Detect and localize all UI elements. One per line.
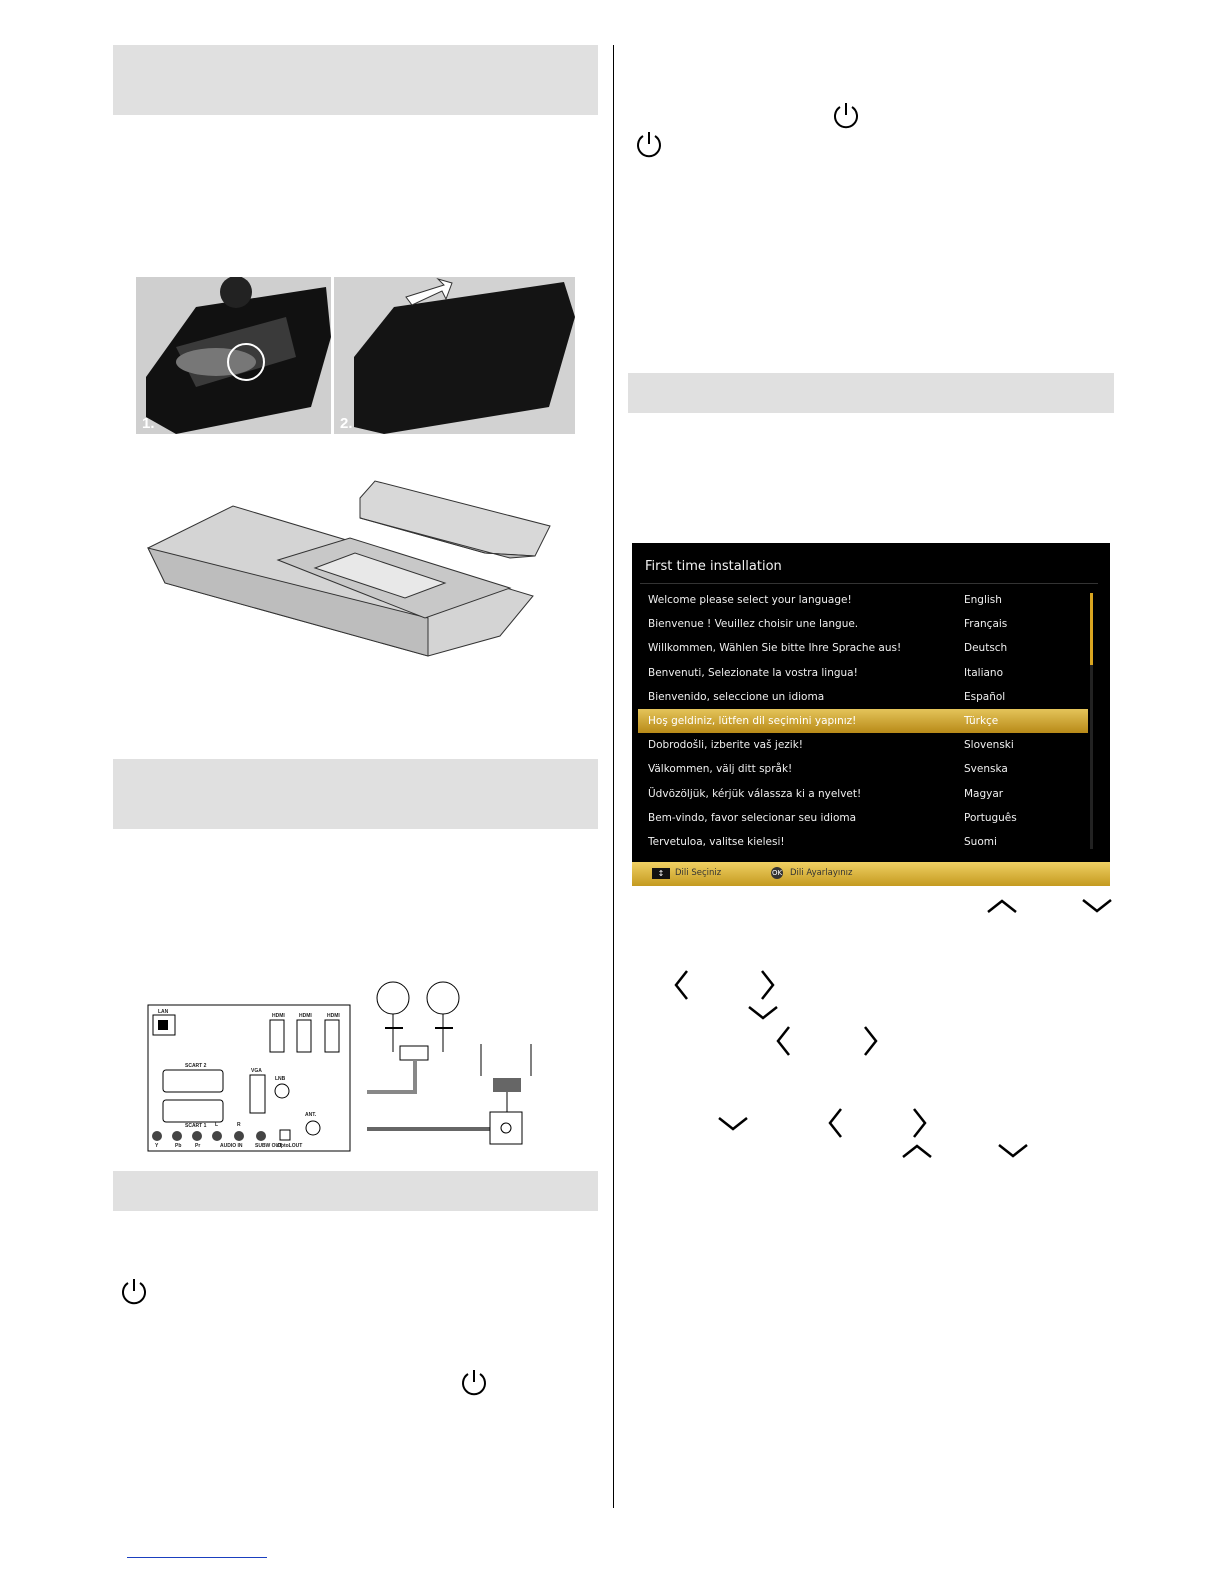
power-icon [459,1367,489,1397]
svg-text:SUBW OUT: SUBW OUT [255,1143,283,1149]
scrollbar[interactable] [1090,593,1093,849]
language-option[interactable]: Bem-vindo, favor selecionar seu idioma Português [648,811,1017,824]
svg-text:Pb: Pb [175,1143,182,1149]
remote-battery-photo-step2 [334,277,575,434]
language-option[interactable]: Välkommen, välj ditt språk! Svenska [648,763,1008,776]
chevron-down-icon [716,1115,750,1133]
confirm-hint: Dili Ayarlayınız [790,868,853,878]
chevron-right-icon [759,968,777,1002]
svg-text:HDMI: HDMI [327,1013,340,1019]
language-option[interactable]: Üdvözöljük, kérjük válassza ki a nyelvet! Magyar [648,787,1004,800]
up-down-key-icon: ↕ [652,868,670,879]
ok-key-icon: OK [771,869,783,877]
menu-title: First time installation [645,559,782,574]
power-icon [119,1276,149,1306]
power-icon [831,100,861,130]
section-header-bar [113,45,598,115]
menu-footer [632,862,1110,886]
section-header-bar [113,759,598,829]
language-option[interactable]: Bienvenido, seleccione un idioma Español [648,690,1006,703]
svg-text:LAN: LAN [158,1009,169,1015]
section-header-bar [628,373,1114,413]
svg-text:LNB: LNB [275,1076,286,1082]
chevron-left-icon [672,968,690,1002]
language-option[interactable]: Bienvenue ! Veuillez choisir une langue. Français [648,618,1008,631]
chevron-right-icon [862,1024,880,1058]
svg-text:AUDIO IN: AUDIO IN [220,1143,243,1149]
scrollbar-thumb[interactable] [1090,593,1093,665]
chevron-down-icon [1080,897,1114,915]
language-option[interactable]: Dobrodošli, izberite vaš jezik! Slovenski [648,739,1014,752]
svg-text:HDMI: HDMI [299,1013,312,1019]
svg-text:SCART 1: SCART 1 [185,1123,207,1129]
svg-text:VGA: VGA [251,1068,262,1074]
column-divider [613,45,614,1508]
first-time-installation-screen [632,543,1110,886]
step-label: 1. [142,415,155,432]
footnote-rule [127,1557,267,1558]
chevron-down-icon [996,1142,1030,1160]
svg-text:Y: Y [155,1143,159,1149]
chevron-down-icon [746,1004,780,1022]
chevron-up-icon [900,1142,934,1160]
section-header-bar [113,1171,598,1211]
language-list [638,588,1088,854]
connection-diagram [145,980,535,1155]
svg-text:OptoLOUT: OptoLOUT [277,1143,303,1149]
svg-text:ANT.: ANT. [305,1112,317,1118]
language-option[interactable]: Willkommen, Wählen Sie bitte Ihre Sprache aus! Deutsch [648,642,1008,655]
svg-text:SCART 2: SCART 2 [185,1063,207,1069]
remote-battery-diagram [145,478,565,663]
svg-text:R: R [237,1122,241,1128]
chevron-right-icon [911,1106,929,1140]
svg-text:L: L [215,1122,219,1128]
step-label: 2. [340,415,353,432]
language-option[interactable]: Welcome please select your language! English [648,594,1002,606]
chevron-up-icon [985,897,1019,915]
svg-text:HDMI: HDMI [272,1013,285,1019]
title-divider [640,583,1098,584]
language-option[interactable]: Tervetuloa, valitse kielesi! Suomi [648,835,997,848]
language-option-selected[interactable]: Hoş geldiniz, lütfen dil seçimini yapınız! Türkçe [638,709,1088,733]
chevron-left-icon [774,1024,792,1058]
remote-battery-photo-step1 [136,277,331,434]
language-option[interactable]: Benvenuti, Selezionate la vostra lingua! Italiano [648,666,1003,679]
power-icon [634,129,664,159]
select-hint: Dili Seçiniz [675,868,722,878]
svg-text:Pr: Pr [195,1143,201,1149]
chevron-left-icon [826,1106,844,1140]
